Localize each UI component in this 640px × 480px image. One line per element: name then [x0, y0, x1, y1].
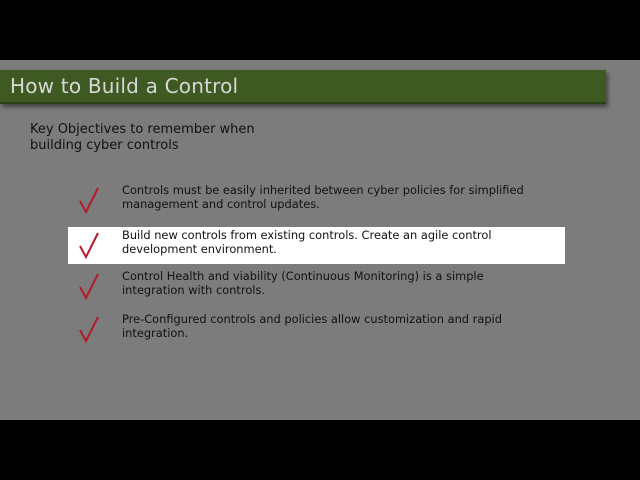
subtitle-line-1: Key Objectives to remember when — [30, 122, 255, 137]
checkmark-icon — [78, 231, 100, 259]
objective-text: Build new controls from existing controls. Create an agile control development environment. — [122, 228, 492, 256]
objective-item-1 — [68, 182, 565, 219]
objective-item-3 — [68, 268, 565, 305]
objective-text: Control Health and viability (Continuous Monitoring) is a simple integration with controls. — [122, 269, 484, 297]
objective-text: Controls must be easily inherited between cyber policies for simplified management and control updates. — [122, 183, 524, 211]
presentation-slide — [0, 60, 640, 420]
slide-title: How to Build a Control — [10, 74, 239, 98]
objective-item-4 — [68, 311, 565, 348]
subtitle-line-2: building cyber controls — [30, 138, 179, 153]
checkmark-icon — [78, 272, 100, 300]
checkmark-icon — [78, 315, 100, 343]
objective-item-2 — [68, 227, 565, 264]
subtitle — [30, 122, 300, 154]
objective-text: Pre-Configured controls and policies allow customization and rapid integration. — [122, 312, 502, 340]
title-bar — [0, 70, 606, 104]
checkmark-icon — [78, 186, 100, 214]
